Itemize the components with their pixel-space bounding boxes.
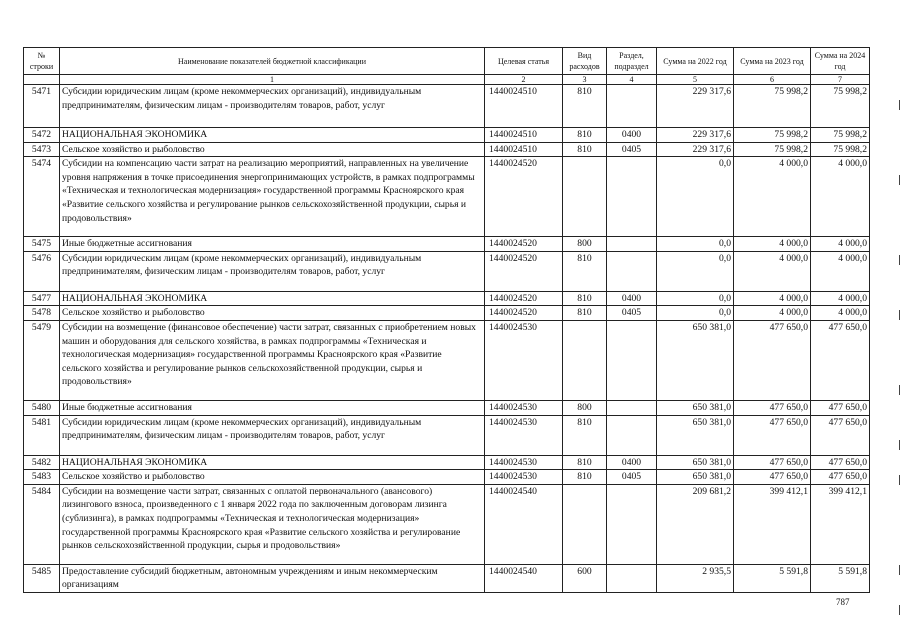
row-number: 5473: [24, 142, 60, 157]
row-sum-2024: 477 650,0: [811, 455, 870, 470]
scan-edge-mark: [899, 475, 900, 485]
row-name: Субсидии юридическим лицам (кроме некоммерческих организаций), индивидуальным предпринимателям, физическим лицам - производителям товаров, работ, услуг: [60, 251, 485, 291]
row-target: 1440024520: [485, 157, 563, 237]
row-sum-2024: 75 998,2: [811, 142, 870, 157]
row-name: НАЦИОНАЛЬНАЯ ЭКОНОМИКА: [60, 455, 485, 470]
row-name: Субсидии юридическим лицам (кроме некоммерческих организаций), индивидуальным предпринимателям, физическим лицам - производителям товаров, работ, услуг: [60, 85, 485, 128]
row-number: 5471: [24, 85, 60, 128]
scan-edge-mark: [899, 440, 900, 450]
row-sum-2022: 0,0: [657, 251, 734, 291]
budget-table: [23, 47, 870, 593]
row-sum-2023: 4 000,0: [734, 306, 811, 321]
row-section: 0400: [607, 291, 657, 306]
row-name: НАЦИОНАЛЬНАЯ ЭКОНОМИКА: [60, 128, 485, 143]
colnum-blank: [24, 75, 60, 85]
row-name: Субсидии на возмещение (финансовое обеспечение) части затрат, связанных с приобретением новых машин и оборудования для сельского хозяйства, в рамках подпрограммы «Техническая и технологическая модернизация» государственной программы Красноярского края «Развитие сельского хозяйства и регулирование рынков сельскохозяйственной продукции, сырья и продовольствия»: [60, 320, 485, 400]
scan-edge-mark: [899, 100, 900, 110]
row-number: 5484: [24, 484, 60, 564]
row-sum-2023: 4 000,0: [734, 291, 811, 306]
row-exp-type: 810: [563, 470, 607, 485]
row-exp-type: [563, 157, 607, 237]
table-row: [24, 251, 870, 291]
page-number: 787: [836, 597, 850, 607]
table-row: [24, 306, 870, 321]
row-sum-2022: 0,0: [657, 291, 734, 306]
row-sum-2023: 477 650,0: [734, 415, 811, 455]
row-number: 5472: [24, 128, 60, 143]
row-number: 5474: [24, 157, 60, 237]
scan-edge-mark: [899, 175, 900, 185]
row-target: 1440024520: [485, 306, 563, 321]
row-section: 0400: [607, 128, 657, 143]
row-name: Иные бюджетные ассигнования: [60, 400, 485, 415]
colnum: 4: [607, 75, 657, 85]
row-sum-2022: 229 317,6: [657, 128, 734, 143]
row-sum-2024: 4 000,0: [811, 291, 870, 306]
row-sum-2023: 477 650,0: [734, 400, 811, 415]
row-section: [607, 157, 657, 237]
row-sum-2024: 477 650,0: [811, 400, 870, 415]
row-sum-2023: 75 998,2: [734, 142, 811, 157]
row-number: 5482: [24, 455, 60, 470]
row-sum-2023: 399 412,1: [734, 484, 811, 564]
row-sum-2022: 650 381,0: [657, 400, 734, 415]
row-section: [607, 400, 657, 415]
row-exp-type: [563, 484, 607, 564]
row-name: Сельское хозяйство и рыболовство: [60, 306, 485, 321]
row-sum-2022: 650 381,0: [657, 470, 734, 485]
row-target: 1440024530: [485, 470, 563, 485]
row-number: 5483: [24, 470, 60, 485]
row-sum-2022: 0,0: [657, 237, 734, 252]
scan-edge-mark: [899, 565, 900, 575]
row-sum-2024: 5 591,8: [811, 564, 870, 592]
colnum: 2: [485, 75, 563, 85]
table-row: [24, 415, 870, 455]
row-exp-type: 810: [563, 306, 607, 321]
row-sum-2023: 75 998,2: [734, 128, 811, 143]
row-target: 1440024540: [485, 564, 563, 592]
row-name: Сельское хозяйство и рыболовство: [60, 142, 485, 157]
row-sum-2023: 4 000,0: [734, 237, 811, 252]
row-sum-2023: 4 000,0: [734, 157, 811, 237]
row-sum-2024: 477 650,0: [811, 470, 870, 485]
row-name: Субсидии юридическим лицам (кроме некоммерческих организаций), индивидуальным предпринимателям, физическим лицам - производителям товаров, работ, услуг: [60, 415, 485, 455]
row-exp-type: 800: [563, 400, 607, 415]
row-section: [607, 484, 657, 564]
row-sum-2024: 75 998,2: [811, 85, 870, 128]
table-row: [24, 455, 870, 470]
row-sum-2022: 0,0: [657, 157, 734, 237]
row-sum-2022: 229 317,6: [657, 85, 734, 128]
table-row: [24, 320, 870, 400]
scan-edge-mark: [899, 385, 900, 395]
row-section: 0405: [607, 142, 657, 157]
row-sum-2022: 650 381,0: [657, 320, 734, 400]
row-exp-type: [563, 320, 607, 400]
row-section: [607, 320, 657, 400]
row-name: Иные бюджетные ассигнования: [60, 237, 485, 252]
table-row: [24, 564, 870, 592]
colnum: 1: [60, 75, 485, 85]
row-sum-2023: 477 650,0: [734, 455, 811, 470]
row-sum-2023: 477 650,0: [734, 470, 811, 485]
row-sum-2023: 477 650,0: [734, 320, 811, 400]
header-sum-2023: Сумма на 2023 год: [734, 48, 811, 75]
row-number: 5479: [24, 320, 60, 400]
row-number: 5481: [24, 415, 60, 455]
row-exp-type: 810: [563, 415, 607, 455]
header-name: Наименование показателей бюджетной классификации: [60, 48, 485, 75]
row-sum-2022: 2 935,5: [657, 564, 734, 592]
scan-edge-mark: [899, 310, 900, 320]
table-row: [24, 128, 870, 143]
row-target: 1440024530: [485, 455, 563, 470]
row-section: 0400: [607, 455, 657, 470]
row-target: 1440024530: [485, 320, 563, 400]
table-row: [24, 400, 870, 415]
row-sum-2024: 4 000,0: [811, 306, 870, 321]
row-exp-type: 810: [563, 128, 607, 143]
row-sum-2024: 4 000,0: [811, 237, 870, 252]
row-section: [607, 415, 657, 455]
row-target: 1440024520: [485, 237, 563, 252]
table-body: [24, 85, 870, 593]
row-section: [607, 237, 657, 252]
row-name: Сельское хозяйство и рыболовство: [60, 470, 485, 485]
header-exp-type: Вид расходов: [563, 48, 607, 75]
row-sum-2023: 5 591,8: [734, 564, 811, 592]
row-section: 0405: [607, 470, 657, 485]
row-sum-2022: 209 681,2: [657, 484, 734, 564]
row-sum-2022: 229 317,6: [657, 142, 734, 157]
row-sum-2022: 0,0: [657, 306, 734, 321]
table-header: [24, 48, 870, 85]
row-exp-type: 810: [563, 455, 607, 470]
row-name: Субсидии на компенсацию части затрат на реализацию мероприятий, направленных на увеличение уровня напряжения в точке присоединения энергопринимающих устройств, в рамках подпрограммы «Техническая и технологическая модернизация» государственной программы Красноярского края «Развитие сельского хозяйства и регулирование рынков сельскохозяйственной продукции, сырья и продовольствия»: [60, 157, 485, 237]
colnum: 5: [657, 75, 734, 85]
row-target: 1440024530: [485, 415, 563, 455]
row-number: 5476: [24, 251, 60, 291]
row-target: 1440024520: [485, 251, 563, 291]
row-sum-2024: 477 650,0: [811, 415, 870, 455]
budget-page: [23, 47, 869, 593]
row-target: 1440024510: [485, 142, 563, 157]
row-target: 1440024510: [485, 128, 563, 143]
table-row: [24, 470, 870, 485]
row-target: 1440024540: [485, 484, 563, 564]
row-exp-type: 800: [563, 237, 607, 252]
row-exp-type: 810: [563, 85, 607, 128]
header-section: Раздел, подраздел: [607, 48, 657, 75]
row-section: [607, 85, 657, 128]
row-sum-2024: 75 998,2: [811, 128, 870, 143]
row-number: 5485: [24, 564, 60, 592]
row-sum-2023: 4 000,0: [734, 251, 811, 291]
row-sum-2022: 650 381,0: [657, 455, 734, 470]
table-row: [24, 142, 870, 157]
row-sum-2022: 650 381,0: [657, 415, 734, 455]
header-sum-2024: Сумма на 2024 год: [811, 48, 870, 75]
header-target: Целевая статья: [485, 48, 563, 75]
colnum: 3: [563, 75, 607, 85]
row-section: [607, 251, 657, 291]
row-number: 5478: [24, 306, 60, 321]
row-name: Предоставление субсидий бюджетным, автономным учреждениям и иным некоммерческим организациям: [60, 564, 485, 592]
header-sum-2022: Сумма на 2022 год: [657, 48, 734, 75]
row-name: Субсидии на возмещение части затрат, связанных с оплатой первоначального (авансового) лизингового взноса, произведенного с 1 января 2022 года по заключенным договорам лизинга (сублизинга), в рамках подпрограммы «Техническая и технологическая модернизация» государственной программы Красноярского края «Развитие сельского хозяйства и регулирование рынков сельскохозяйственной продукции, сырья и продовольствия»: [60, 484, 485, 564]
table-row: [24, 237, 870, 252]
row-target: 1440024520: [485, 291, 563, 306]
colnum: 7: [811, 75, 870, 85]
table-row: [24, 85, 870, 128]
row-exp-type: 810: [563, 291, 607, 306]
scan-edge-mark: [899, 255, 900, 265]
header-row-no: № строки: [24, 48, 60, 75]
row-target: 1440024530: [485, 400, 563, 415]
colnum: 6: [734, 75, 811, 85]
table-row: [24, 157, 870, 237]
row-exp-type: 810: [563, 251, 607, 291]
scan-edge-mark: [899, 605, 900, 615]
table-row: [24, 484, 870, 564]
row-sum-2024: 4 000,0: [811, 251, 870, 291]
row-section: [607, 564, 657, 592]
row-sum-2024: 4 000,0: [811, 157, 870, 237]
row-section: 0405: [607, 306, 657, 321]
row-sum-2024: 399 412,1: [811, 484, 870, 564]
row-name: НАЦИОНАЛЬНАЯ ЭКОНОМИКА: [60, 291, 485, 306]
row-number: 5480: [24, 400, 60, 415]
row-sum-2023: 75 998,2: [734, 85, 811, 128]
row-number: 5475: [24, 237, 60, 252]
table-row: [24, 291, 870, 306]
row-exp-type: 810: [563, 142, 607, 157]
row-exp-type: 600: [563, 564, 607, 592]
row-sum-2024: 477 650,0: [811, 320, 870, 400]
row-number: 5477: [24, 291, 60, 306]
row-target: 1440024510: [485, 85, 563, 128]
